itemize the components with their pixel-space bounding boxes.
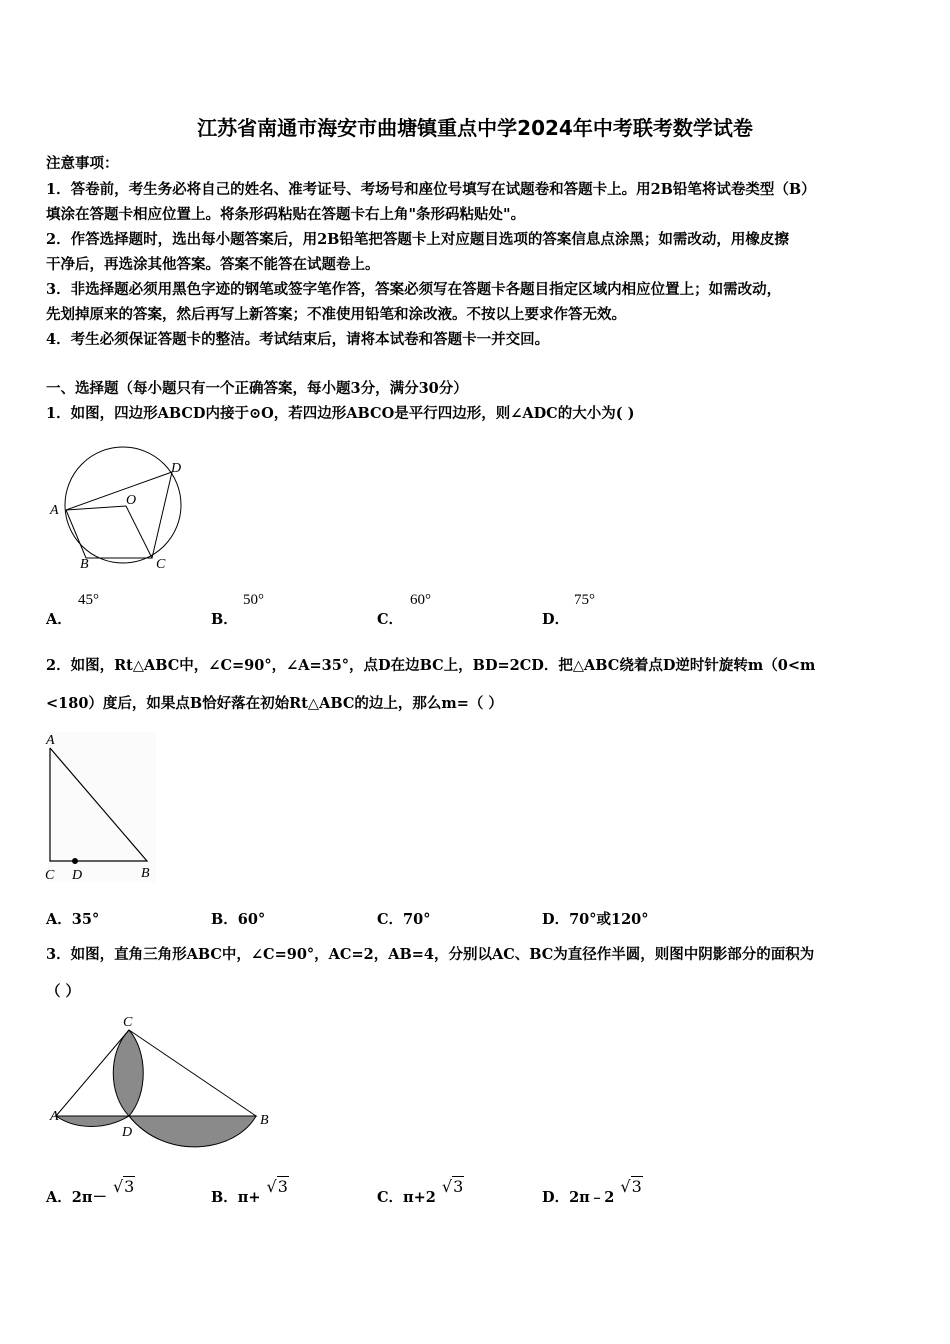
- option-letter: D．: [542, 911, 570, 928]
- page-title: 江苏省南通市海安市曲塘镇重点中学2024年中考联考数学试卷: [197, 116, 753, 140]
- label-c: C: [123, 1015, 133, 1030]
- radicand: 3: [277, 1177, 288, 1196]
- segment-dc: [152, 472, 172, 558]
- question-2-text-line2: <180）度后，如果点B恰好落在初始Rt△ABC的边上，那么m=（ ）: [46, 695, 503, 712]
- q3-option-c[interactable]: [377, 1177, 464, 1207]
- option-letter: A．: [46, 611, 72, 628]
- label-d: D: [122, 1125, 133, 1140]
- notes-heading: 注意事项：: [46, 155, 119, 172]
- option-value: 70°或120°: [569, 911, 649, 928]
- label-d: D: [72, 868, 83, 883]
- question-2-text-line1: 2．如图，Rt△ABC中，∠C=90°，∠A=35°，点D在边BC上，BD=2CD．把△ABC绕着点D逆时针旋转m（0<m: [46, 657, 816, 674]
- option-value: 60°: [237, 911, 266, 928]
- q2-option-c[interactable]: [377, 908, 430, 929]
- label-a: A: [46, 733, 55, 748]
- option-letter: D．: [542, 611, 570, 628]
- label-c: C: [156, 557, 166, 572]
- question-1-text: 1．如图，四边形ABCD内接于⊙O，若四边形ABCO是平行四边形，则∠ADC的大小为( ): [46, 405, 635, 422]
- option-value: 2π－: [71, 1189, 107, 1206]
- quad-abco: [66, 506, 152, 558]
- q3-option-d[interactable]: [542, 1177, 643, 1207]
- q2-option-b[interactable]: [211, 908, 265, 929]
- label-a: A: [50, 503, 59, 518]
- label-b: B: [260, 1113, 269, 1128]
- notes-line: 4．考生必须保证答题卡的整洁。考试结束后，请将本试卷和答题卡一并交回。: [46, 331, 550, 348]
- triangle-abc: [56, 1030, 256, 1116]
- radicand: 3: [453, 1177, 464, 1196]
- q3-option-b[interactable]: [211, 1177, 289, 1207]
- option-value: π+: [237, 1189, 261, 1206]
- option-letter: A．: [46, 1189, 72, 1206]
- label-d: D: [171, 461, 182, 476]
- option-value: π+2: [403, 1189, 436, 1206]
- q2-triangle-figure: [42, 728, 158, 884]
- shaded-crescent-left: [56, 1116, 129, 1127]
- sqrt-symbol: √3: [620, 1177, 642, 1196]
- circle-o: [65, 447, 181, 563]
- notes-line: 先划掉原来的答案，然后再写上新答案；不准使用铅笔和涂改液。不按以上要求作答无效。: [46, 306, 626, 323]
- notes-line: 3．非选择题必须用黑色字迹的钢笔或签字笔作答，答案必须写在答题卡各题目指定区域内相应位置上；如需改动，: [46, 281, 782, 298]
- q2-option-d[interactable]: [542, 908, 649, 929]
- sqrt-symbol: √3: [112, 1177, 135, 1196]
- label-b: B: [80, 557, 89, 572]
- q1-option-a-value: 45°: [78, 592, 99, 608]
- q1-option-a[interactable]: [46, 608, 72, 629]
- option-letter: C．: [377, 911, 404, 928]
- notes-line: 2．作答选择题时，选出每小题答案后，用2B铅笔把答题卡上对应题目选项的答案信息点涂黑；如需改动，用橡皮擦: [46, 231, 789, 248]
- option-value: 35°: [71, 911, 100, 928]
- q1-circle-figure: [46, 446, 196, 576]
- q1-option-c[interactable]: [377, 608, 403, 629]
- radicand: 3: [631, 1177, 642, 1196]
- q3-option-a[interactable]: [46, 1177, 135, 1207]
- option-letter: B．: [211, 911, 238, 928]
- option-value: 70°: [403, 911, 431, 928]
- sqrt-symbol: √3: [266, 1177, 288, 1196]
- option-value: 2π﹣2: [569, 1189, 615, 1206]
- option-letter: A．: [46, 911, 72, 928]
- label-c: C: [45, 868, 55, 883]
- label-b: B: [141, 866, 150, 881]
- notes-line: 1．答卷前，考生务必将自己的姓名、准考证号、考场号和座位号填写在试题卷和答题卡上。用2B铅笔将试卷类型（B）: [46, 181, 816, 198]
- segment-ad: [66, 472, 172, 510]
- option-letter: D．: [542, 1189, 570, 1206]
- q1-option-d-value: 75°: [574, 592, 595, 608]
- q1-option-b-value: 50°: [243, 592, 264, 608]
- q1-option-c-value: 60°: [410, 592, 431, 608]
- option-letter: C．: [377, 611, 404, 628]
- section-heading: 一、选择题（每小题只有一个正确答案，每小题3分，满分30分）: [46, 380, 468, 397]
- point-d: [72, 858, 78, 864]
- q2-option-a[interactable]: [46, 908, 99, 929]
- question-3-text-line1: 3．如图，直角三角形ABC中，∠C=90°，AC=2，AB=4，分别以AC、BC为直径作半圆，则图中阴影部分的面积为: [46, 946, 815, 963]
- label-o: O: [126, 493, 137, 508]
- option-letter: C．: [377, 1189, 404, 1206]
- q1-option-b[interactable]: [211, 608, 238, 629]
- figure-background: [48, 732, 156, 882]
- radicand: 3: [124, 1177, 135, 1196]
- notes-line: 填涂在答题卡相应位置上。将条形码粘贴在答题卡右上角"条形码粘贴处"。: [46, 206, 526, 223]
- label-a: A: [50, 1109, 59, 1124]
- notes-line: 干净后，再选涂其他答案。答案不能答在试题卷上。: [46, 256, 380, 273]
- shaded-crescent-right: [129, 1116, 256, 1147]
- q1-option-d[interactable]: [542, 608, 569, 629]
- question-3-text-line2: （ ）: [46, 983, 81, 1000]
- option-letter: B．: [211, 611, 238, 628]
- q3-semicircles-figure: [46, 1012, 276, 1162]
- sqrt-symbol: √3: [441, 1177, 464, 1196]
- option-letter: B．: [211, 1189, 238, 1206]
